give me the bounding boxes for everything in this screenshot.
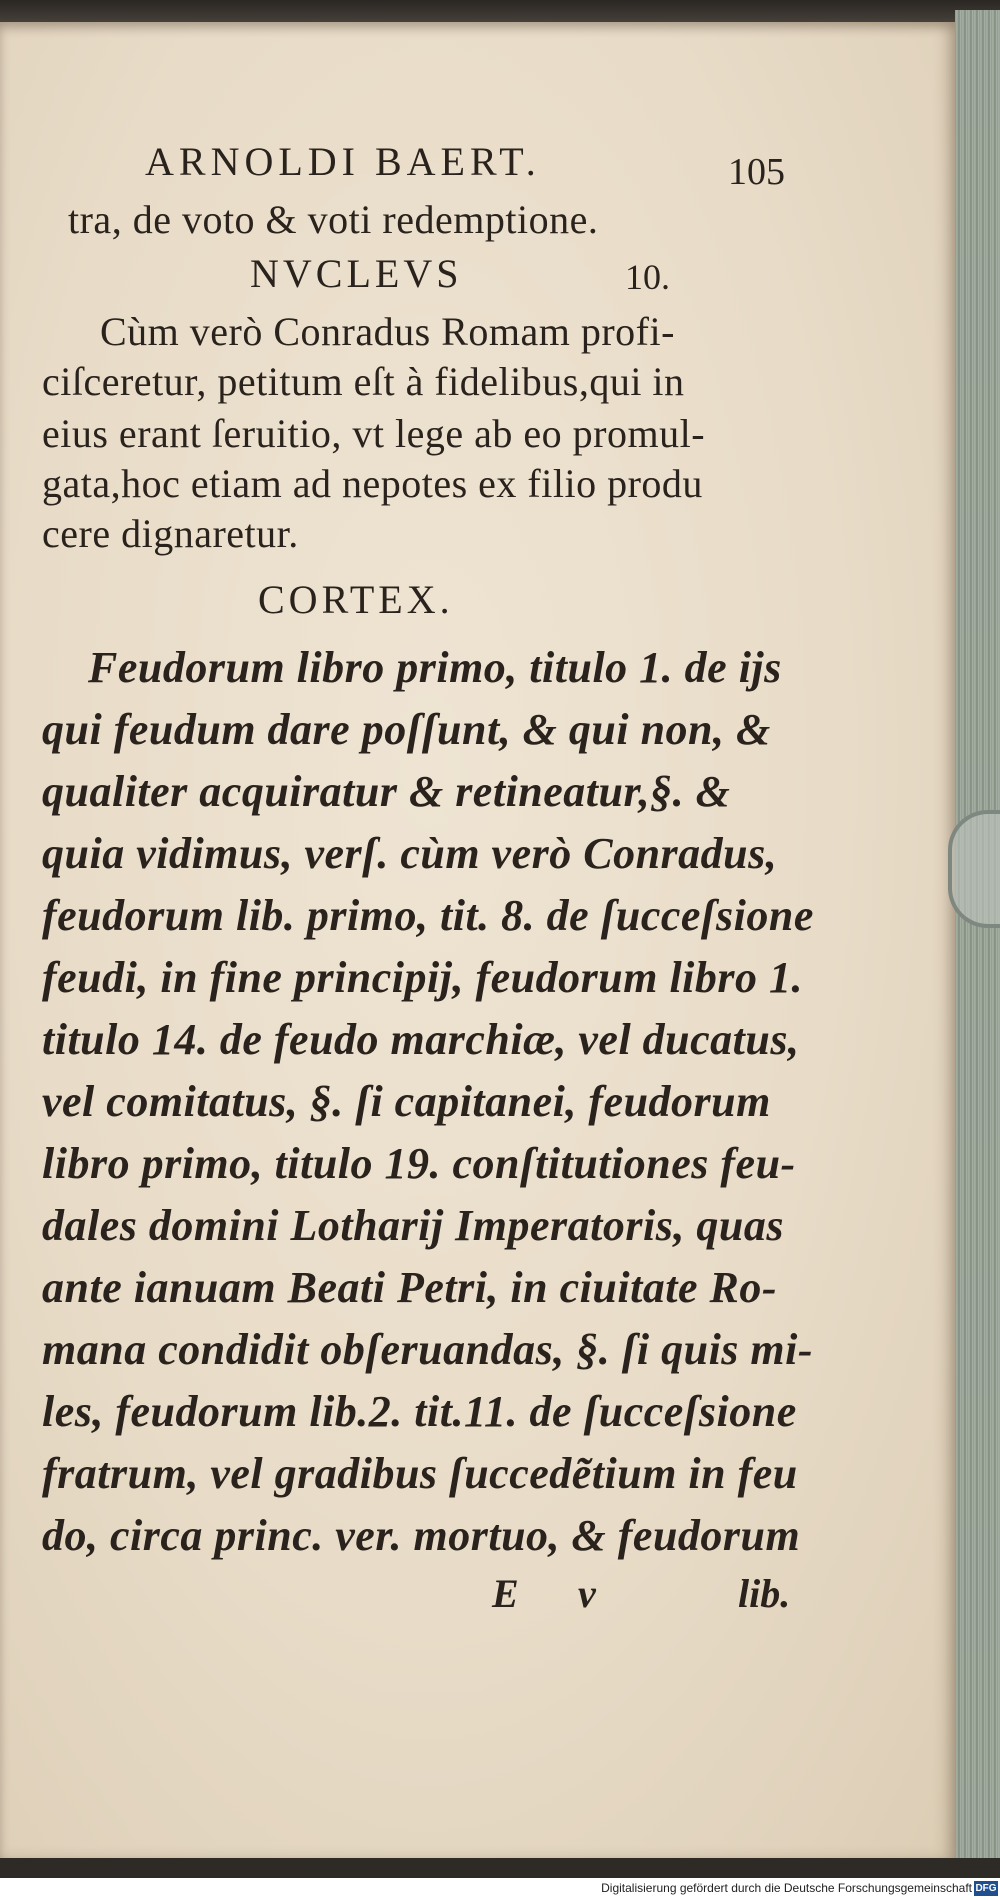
cortex-heading: CORTEX. xyxy=(258,577,454,622)
nucleus-line: gata,hoc etiam ad nepotes ex filio produ xyxy=(42,461,703,506)
page-number: 105 xyxy=(728,151,785,193)
nucleus-number: 10. xyxy=(625,257,670,297)
cortex-line: fratrum, vel gradibus ſuccedẽtium in feu xyxy=(42,1449,798,1498)
cortex-line: Feudorum libro primo, titulo 1. de ijs xyxy=(88,643,782,692)
book-fore-edge xyxy=(955,10,1000,1860)
book-bottom-edge xyxy=(0,1858,1000,1878)
nucleus-line: eius erant ſeruitio, vt lege ab eo promul- xyxy=(42,411,706,456)
nucleus-heading: NVCLEVS xyxy=(250,251,463,296)
paper-page xyxy=(0,22,955,1860)
cortex-line: qualiter acquiratur & retineatur,§. & xyxy=(42,767,731,816)
footer-credit: Digitalisierung gefördert durch die Deutsche Forschungsgemeinschaft xyxy=(601,1881,972,1895)
cortex-line: mana condidit obſeruandas, §. ſi quis mi- xyxy=(42,1325,814,1374)
cortex-line: qui feudum dare poſſunt, & qui non, & xyxy=(42,705,771,754)
running-head: ARNOLDI BAERT. xyxy=(145,139,541,184)
cortex-line: ante ianuam Beati Petri, in ciuitate Ro- xyxy=(42,1263,778,1312)
book-clasp xyxy=(948,810,1000,928)
nucleus-line: cere dignaretur. xyxy=(42,511,299,556)
cortex-line: feudorum lib. primo, tit. 8. de ſucceſsione xyxy=(42,891,814,940)
cortex-line: vel comitatus, §. ſi capitanei, feudorum xyxy=(42,1077,771,1126)
cortex-line: feudi, in fine principij, feudorum libro 1. xyxy=(42,953,804,1002)
cortex-line: quia vidimus, verſ. cùm verò Conradus, xyxy=(42,829,778,878)
nucleus-line: ciſceretur, petitum eſt à fidelibus,qui in xyxy=(42,359,685,404)
cortex-line: titulo 14. de feudo marchiæ, vel ducatus, xyxy=(42,1015,800,1064)
cortex-line: dales domini Lotharij Imperatoris, quas xyxy=(42,1201,784,1250)
digitization-footer xyxy=(0,1878,1000,1900)
cortex-line: libro primo, titulo 19. conſtitutiones feu- xyxy=(42,1139,796,1188)
cortex-line: les, feudorum lib.2. tit.11. de ſucceſsione xyxy=(42,1387,797,1436)
catchword: lib. xyxy=(738,1571,791,1616)
signature-number: v xyxy=(578,1571,596,1616)
dfg-logo-icon: DFG xyxy=(975,1883,997,1894)
lead-line: tra, de voto & voti redemptione. xyxy=(68,197,599,242)
nucleus-line: Cùm verò Conradus Romam profi- xyxy=(100,309,675,354)
signature-mark: E xyxy=(492,1571,519,1616)
cortex-line: do, circa princ. ver. mortuo, & feudorum xyxy=(42,1511,801,1560)
